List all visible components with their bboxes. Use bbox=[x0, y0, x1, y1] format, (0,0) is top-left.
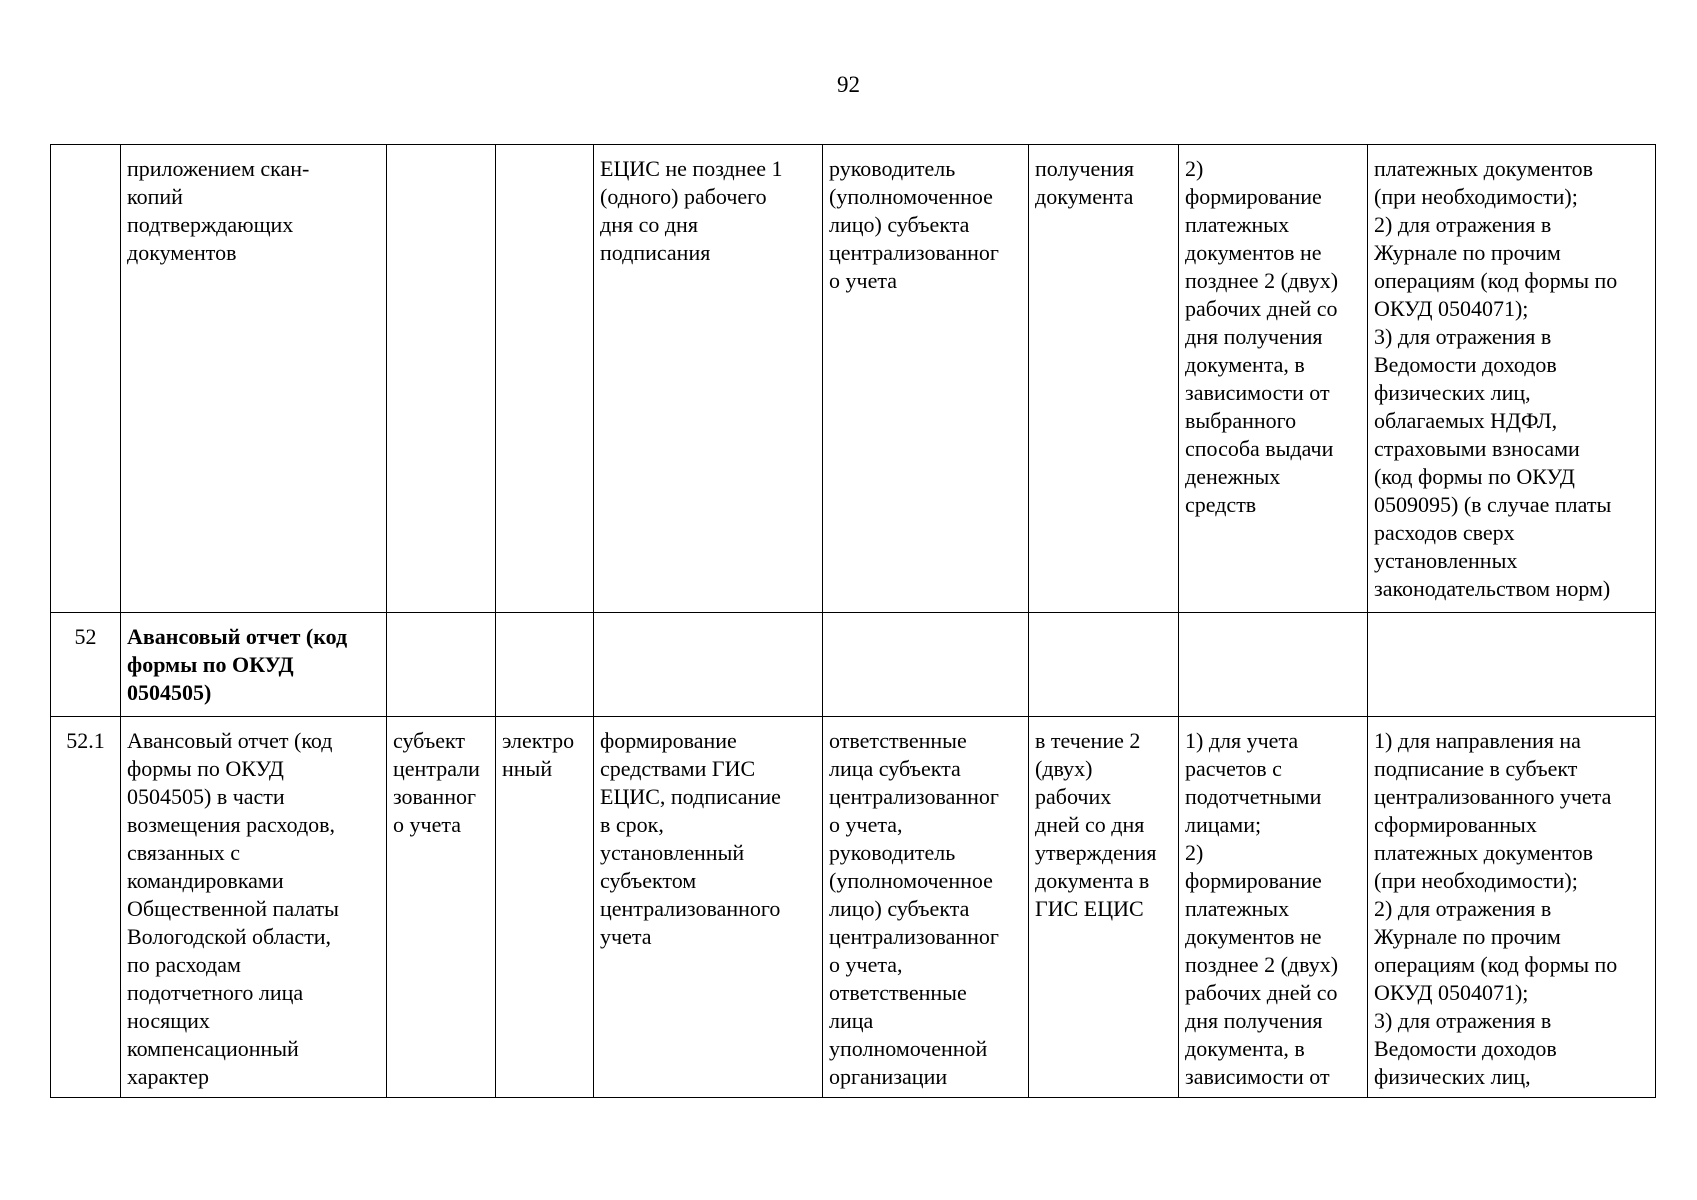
cell-text-line: операциям (код формы по bbox=[1374, 268, 1618, 293]
page-number: 92 bbox=[837, 72, 860, 97]
cell-text-line: формы по ОКУД bbox=[127, 756, 284, 781]
signer-cell bbox=[823, 145, 1029, 613]
cell-text-line: рабочих дней со bbox=[1185, 296, 1338, 321]
cell-text-line: платежных документов bbox=[1374, 840, 1594, 865]
cell-text-line: Общественной палаты bbox=[127, 896, 339, 921]
deadline-cell bbox=[1029, 145, 1179, 613]
document-table bbox=[50, 144, 1656, 1098]
document-name-cell bbox=[121, 717, 387, 1098]
cell-text-line: связанных с bbox=[127, 840, 241, 865]
cell-text-line: 2) bbox=[1185, 156, 1204, 181]
cell-text-line: лица bbox=[829, 1008, 874, 1033]
cell-text-line: утверждения bbox=[1035, 840, 1157, 865]
cell-text-line: подписания bbox=[600, 240, 711, 265]
cell-text-line: централи bbox=[393, 756, 480, 781]
table-row bbox=[51, 145, 1656, 613]
row-number-cell: 52 bbox=[51, 613, 121, 717]
formation-cell bbox=[594, 717, 823, 1098]
cell-text-line: централизованног bbox=[829, 924, 999, 949]
cell-text-line: ЕЦИС, подписание bbox=[600, 784, 781, 809]
cell-text-line: учета bbox=[600, 924, 652, 949]
cell-text-line: Журнале по прочим bbox=[1374, 240, 1561, 265]
cell-text-line: лицо) субъекта bbox=[829, 896, 970, 921]
usage-cell bbox=[1179, 613, 1368, 717]
cell-text-line: ответственные bbox=[829, 728, 967, 753]
cell-text-line: физических лиц, bbox=[1374, 1064, 1531, 1089]
cell-text-line: 2) для отражения в bbox=[1374, 212, 1552, 237]
cell-text-line: (при необходимости); bbox=[1374, 184, 1578, 209]
cell-text-line: формирование bbox=[1185, 868, 1322, 893]
usage-cell bbox=[1179, 145, 1368, 613]
cell-text-line: получения bbox=[1035, 156, 1134, 181]
cell-text-line: физических лиц, bbox=[1374, 380, 1531, 405]
cell-text-line: (двух) bbox=[1035, 756, 1093, 781]
cell-text-line: дня со дня bbox=[600, 212, 698, 237]
signer-cell bbox=[823, 613, 1029, 717]
row-number-cell: 52.1 bbox=[51, 717, 121, 1098]
cell-text-line: 0509095) (в случае платы bbox=[1374, 492, 1612, 517]
cell-text-line: нный bbox=[502, 756, 553, 781]
table-body bbox=[51, 145, 1656, 1098]
cell-text-line: руководитель bbox=[829, 156, 956, 181]
cell-text-line: подотчетного лица bbox=[127, 980, 304, 1005]
cell-text-line: руководитель bbox=[829, 840, 956, 865]
cell-text-line: (код формы по ОКУД bbox=[1374, 464, 1575, 489]
cell-text-line: Вологодской области, bbox=[127, 924, 332, 949]
cell-text-line: электро bbox=[502, 728, 575, 753]
cell-text-line: платежных bbox=[1185, 896, 1290, 921]
cell-text-line: документа, в bbox=[1185, 1036, 1305, 1061]
cell-text-line: сформированных bbox=[1374, 812, 1537, 837]
cell-text-line: ЕЦИС не позднее 1 bbox=[600, 156, 783, 181]
cell-text-line: компенсационный bbox=[127, 1036, 299, 1061]
table-row bbox=[51, 717, 1656, 1098]
cell-text-line: (при необходимости); bbox=[1374, 868, 1578, 893]
cell-text-line: 1) для направления на bbox=[1374, 728, 1581, 753]
cell-text-line: 2) bbox=[1185, 840, 1204, 865]
cell-text-line: субъект bbox=[393, 728, 465, 753]
deadline-cell bbox=[1029, 717, 1179, 1098]
cell-text-line: облагаемых НДФЛ, bbox=[1374, 408, 1558, 433]
deadline-cell bbox=[1029, 613, 1179, 717]
cell-text-line: документов не bbox=[1185, 924, 1322, 949]
cell-text-line: копий bbox=[127, 184, 183, 209]
cell-text-line: 3) для отражения в bbox=[1374, 1008, 1552, 1033]
cell-text-line: рабочих bbox=[1035, 784, 1112, 809]
cell-text-line: способа выдачи bbox=[1185, 436, 1334, 461]
cell-text-line: установленный bbox=[600, 840, 745, 865]
cell-text-line: лицо) субъекта bbox=[829, 212, 970, 237]
cell-text-line: подписание в субъект bbox=[1374, 756, 1578, 781]
cell-text-line: (уполномоченное bbox=[829, 184, 993, 209]
cell-text-line: организации bbox=[829, 1064, 948, 1089]
cell-text-line: расчетов с bbox=[1185, 756, 1282, 781]
cell-text-line: выбранного bbox=[1185, 408, 1297, 433]
cell-text-line: зависимости от bbox=[1185, 380, 1330, 405]
signer-cell bbox=[823, 717, 1029, 1098]
row-number-cell bbox=[51, 145, 121, 613]
cell-text-line: законодательством норм) bbox=[1374, 576, 1611, 601]
cell-text-line: дней со дня bbox=[1035, 812, 1145, 837]
cell-text-line: позднее 2 (двух) bbox=[1185, 952, 1339, 977]
cell-text-line: документа, в bbox=[1185, 352, 1305, 377]
cell-text-line: носящих bbox=[127, 1008, 210, 1033]
author-cell bbox=[387, 145, 496, 613]
document-name-cell bbox=[121, 613, 387, 717]
cell-text-line: (уполномоченное bbox=[829, 868, 993, 893]
format-cell bbox=[496, 145, 594, 613]
cell-text-line: уполномоченной bbox=[829, 1036, 988, 1061]
cell-text-line: Ведомости доходов bbox=[1374, 1036, 1557, 1061]
cell-text-line: дня получения bbox=[1185, 1008, 1323, 1033]
cell-text-line: установленных bbox=[1374, 548, 1518, 573]
cell-text-line: ОКУД 0504071); bbox=[1374, 980, 1529, 1005]
cell-text-line: субъектом bbox=[600, 868, 697, 893]
cell-text-line: ОКУД 0504071); bbox=[1374, 296, 1529, 321]
cell-text-line: командировками bbox=[127, 868, 284, 893]
cell-text-line: 2) для отражения в bbox=[1374, 896, 1552, 921]
cell-text-line: страховыми взносами bbox=[1374, 436, 1580, 461]
cell-text-line: зависимости от bbox=[1185, 1064, 1330, 1089]
author-cell bbox=[387, 613, 496, 717]
cell-text-line: формы по ОКУД bbox=[127, 652, 294, 677]
cell-text-line: централизованного учета bbox=[1374, 784, 1612, 809]
author-cell bbox=[387, 717, 496, 1098]
table-row bbox=[51, 613, 1656, 717]
cell-text-line: 1) для учета bbox=[1185, 728, 1299, 753]
cell-text-line: о учета bbox=[829, 268, 897, 293]
cell-text-line: рабочих дней со bbox=[1185, 980, 1338, 1005]
cell-text-line: операциям (код формы по bbox=[1374, 952, 1618, 977]
cell-text-line: платежных документов bbox=[1374, 156, 1594, 181]
cell-text-line: формирование bbox=[1185, 184, 1322, 209]
cell-text-line: в срок, bbox=[600, 812, 664, 837]
cell-text-line: позднее 2 (двух) bbox=[1185, 268, 1339, 293]
cell-text-line: возмещения расходов, bbox=[127, 812, 336, 837]
cell-text-line: средствами ГИС bbox=[600, 756, 756, 781]
cell-text-line: ответственные bbox=[829, 980, 967, 1005]
cell-text-line: лица субъекта bbox=[829, 756, 961, 781]
cell-text-line: 0504505) bbox=[127, 680, 212, 705]
cell-text-line: лицами; bbox=[1185, 812, 1262, 837]
purpose-cell bbox=[1368, 613, 1656, 717]
cell-text-line: дня получения bbox=[1185, 324, 1323, 349]
cell-text-line: характер bbox=[127, 1064, 210, 1089]
cell-text-line: Авансовый отчет (код bbox=[127, 728, 333, 753]
cell-text-line: Ведомости доходов bbox=[1374, 352, 1557, 377]
document-name-cell bbox=[121, 145, 387, 613]
usage-cell bbox=[1179, 717, 1368, 1098]
cell-text-line: 3) для отражения в bbox=[1374, 324, 1552, 349]
cell-text-line: о учета, bbox=[829, 952, 903, 977]
cell-text-line: о учета bbox=[393, 812, 461, 837]
cell-text-line: формирование bbox=[600, 728, 737, 753]
cell-text-line: подтверждающих bbox=[127, 212, 294, 237]
cell-text-line: Авансовый отчет (код bbox=[127, 624, 348, 649]
cell-text-line: (одного) рабочего bbox=[600, 184, 767, 209]
formation-cell bbox=[594, 145, 823, 613]
cell-text-line: документа bbox=[1035, 184, 1134, 209]
cell-text-line: ГИС ЕЦИС bbox=[1035, 896, 1144, 921]
cell-text-line: приложением скан- bbox=[127, 156, 310, 181]
formation-cell bbox=[594, 613, 823, 717]
format-cell bbox=[496, 613, 594, 717]
cell-text-line: платежных bbox=[1185, 212, 1290, 237]
cell-text-line: средств bbox=[1185, 492, 1257, 517]
cell-text-line: централизованног bbox=[829, 240, 999, 265]
cell-text-line: подотчетными bbox=[1185, 784, 1322, 809]
cell-text-line: денежных bbox=[1185, 464, 1281, 489]
cell-text-line: Журнале по прочим bbox=[1374, 924, 1561, 949]
cell-text-line: централизованног bbox=[829, 784, 999, 809]
cell-text-line: документов не bbox=[1185, 240, 1322, 265]
cell-text-line: 0504505) в части bbox=[127, 784, 285, 809]
cell-text-line: зованног bbox=[393, 784, 476, 809]
cell-text-line: в течение 2 bbox=[1035, 728, 1141, 753]
cell-text-line: документов bbox=[127, 240, 237, 265]
cell-text-line: по расходам bbox=[127, 952, 241, 977]
cell-text-line: расходов сверх bbox=[1374, 520, 1515, 545]
purpose-cell bbox=[1368, 145, 1656, 613]
cell-text-line: документа в bbox=[1035, 868, 1150, 893]
purpose-cell bbox=[1368, 717, 1656, 1098]
cell-text-line: централизованного bbox=[600, 896, 781, 921]
format-cell bbox=[496, 717, 594, 1098]
cell-text-line: о учета, bbox=[829, 812, 903, 837]
